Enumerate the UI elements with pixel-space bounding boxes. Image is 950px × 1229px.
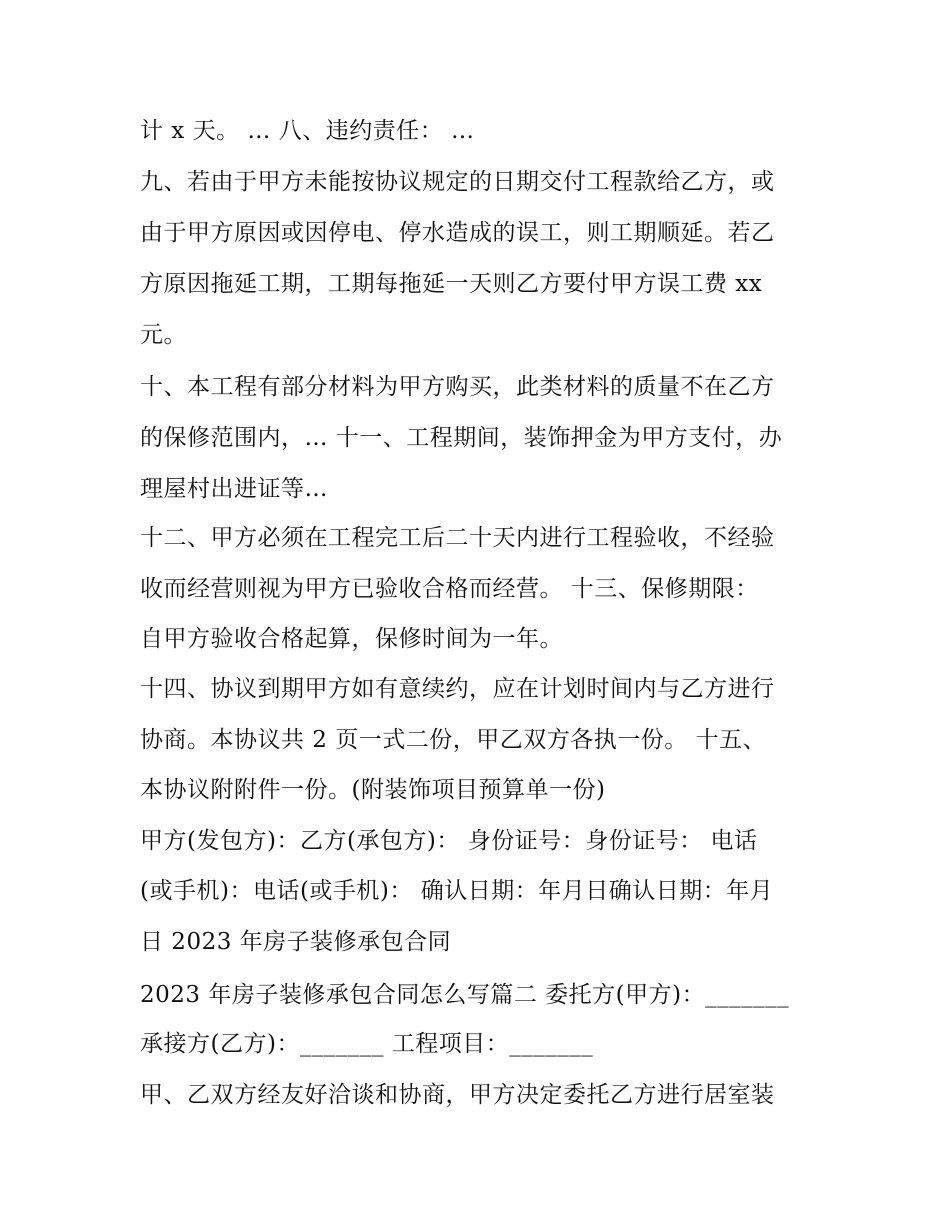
text-line: (或手机)：电话(或手机)： 确认日期：年月日确认日期：年月	[140, 878, 774, 904]
text-line: 十、本工程有部分材料为甲方购买，此类材料的质量不在乙方	[140, 374, 775, 400]
text-line: 方原因拖延工期，工期每拖延一天则乙方要付甲方误工费 xx	[140, 271, 763, 297]
text-line: 收而经营则视为甲方已验收合格而经营。 十三、保修期限：	[140, 576, 759, 602]
text-line: 由于甲方原因或因停电、停水造成的误工，则工期顺延。若乙	[140, 220, 775, 246]
text-line: 自甲方验收合格起算，保修时间为一年。	[140, 626, 563, 652]
text-line: 元。	[140, 322, 187, 348]
text-line: 日 2023 年房子装修承包合同	[140, 929, 452, 955]
text-line: 本协议附附件一份。(附装饰项目预算单一份)	[140, 777, 606, 803]
text-line: 九、若由于甲方未能按协议规定的日期交付工程款给乙方，或	[140, 169, 775, 195]
text-line: 的保修范围内，… 十一、工程期间，装饰押金为甲方支付，办	[140, 425, 783, 451]
text-line: 甲、乙双方经友好洽谈和协商，甲方决定委托乙方进行居室装	[140, 1082, 775, 1108]
text-line: 承接方(乙方)：_______ 工程项目：_______	[140, 1031, 594, 1057]
text-line: 计 x 天。 … 八、违约责任： …	[140, 118, 475, 144]
text-line: 协商。本协议共 2 页一式二份，甲乙双方各执一份。 十五、	[140, 727, 767, 753]
text-line: 甲方(发包方)：乙方(承包方)： 身份证号：身份证号： 电话	[140, 828, 758, 854]
text-line: 理屋村出进证等…	[140, 476, 328, 502]
text-line: 十四、协议到期甲方如有意续约，应在计划时间内与乙方进行	[140, 676, 775, 702]
text-line: 十二、甲方必须在工程完工后二十天内进行工程验收，不经验	[140, 525, 775, 551]
text-line: 2023 年房子装修承包合同怎么写篇二 委托方(甲方)：_______	[140, 982, 790, 1008]
